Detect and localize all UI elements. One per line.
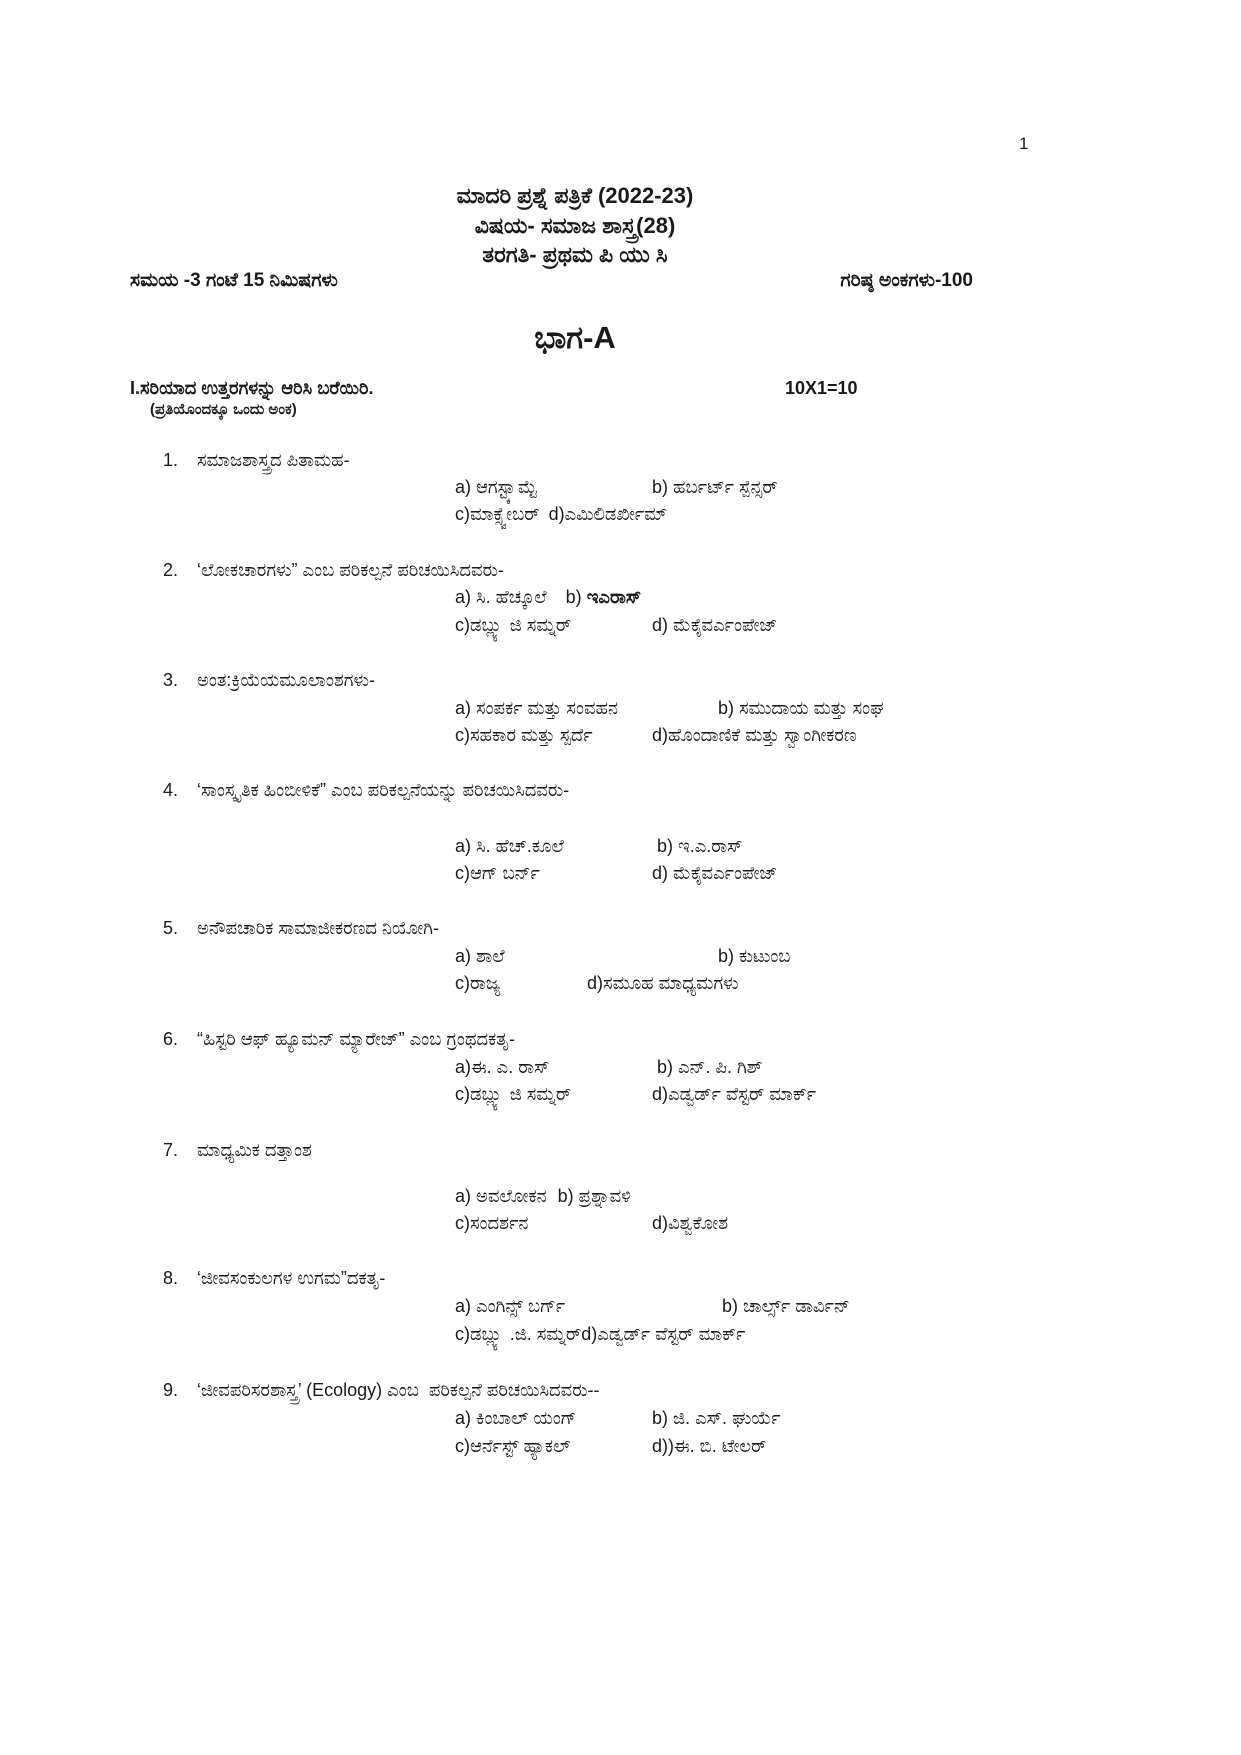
option-a bbox=[455, 946, 505, 966]
options-row bbox=[455, 723, 975, 747]
option-a bbox=[455, 1186, 547, 1206]
question-text: ‘ಜೀವಪರಿಸರಶಾಸ್ತ್ರ’ (Ecology) ಎಂಬ ಪರಿಕಲ್ಪನೆ ಪರಿಚಯಿಸಿದವರು-- bbox=[197, 1380, 600, 1400]
option-label: c) bbox=[455, 504, 470, 524]
option-d bbox=[581, 1324, 745, 1344]
option-label: d) bbox=[581, 1324, 598, 1344]
option-text: ಇಎರಾಸ್ bbox=[586, 587, 642, 607]
option-label: d) bbox=[652, 615, 674, 635]
option-text: ಎಡ್ವರ್ಡ್ ವೆಸ್ಟರ್ ಮಾರ್ಕ್ bbox=[597, 1324, 746, 1344]
section-marks: 10X1=10 bbox=[785, 378, 858, 398]
options-row bbox=[455, 502, 975, 526]
option-text: ಮಾಕ್ಸ್ವೇಬರ್ bbox=[470, 504, 540, 524]
section-note: (ಪ್ರತಿಯೊಂದಕ್ಕೂ ಒಂದು ಅಂಕ) bbox=[150, 401, 297, 418]
question-number: 2. bbox=[163, 560, 179, 580]
question-text: ಅಂತ:ಕ್ರಿಯೆಯಮೂಲಾಂಶಗಳು- bbox=[197, 670, 375, 690]
option-label: c) bbox=[455, 1324, 470, 1344]
options-row bbox=[455, 475, 975, 499]
option-a bbox=[455, 698, 618, 718]
option-text: ಸಮೂಹ ಮಾಧ್ಯಮಗಳು bbox=[603, 973, 739, 993]
question-number: 8. bbox=[163, 1268, 179, 1288]
option-text: ಸಿ. ಹೆಚ್ಕೂಲೆ bbox=[476, 587, 547, 607]
option-d bbox=[652, 1434, 766, 1458]
question-number: 4. bbox=[163, 780, 179, 800]
option-a bbox=[455, 1408, 576, 1428]
options-row bbox=[455, 1211, 975, 1235]
option-a bbox=[455, 587, 547, 607]
option-text: ಎನ್. ಪಿ. ಗಿಶ್ bbox=[678, 1057, 763, 1077]
option-label: b) bbox=[722, 1296, 744, 1316]
option-label: d) bbox=[652, 1084, 669, 1104]
option-b bbox=[652, 475, 778, 499]
option-label: b) bbox=[557, 1186, 579, 1206]
options-row bbox=[455, 1055, 975, 1079]
option-text: ಸಮುದಾಯ ಮತ್ತು ಸಂಘ bbox=[739, 698, 884, 718]
option-text: ಕಿಂಬಾಲ್ ಯಂಗ್ bbox=[476, 1408, 577, 1428]
option-label: a) bbox=[455, 1186, 477, 1206]
option-a bbox=[455, 836, 564, 856]
options-row bbox=[455, 1294, 975, 1318]
option-text: ಶಾಲೆ bbox=[476, 946, 505, 966]
option-label: b) bbox=[657, 1057, 679, 1077]
option-text: ಆರ್ನೆಸ್ಟ್ ಹ್ಯಾಕಲ್ bbox=[470, 1436, 571, 1456]
options-row bbox=[455, 971, 975, 995]
option-b bbox=[657, 1055, 763, 1079]
option-c bbox=[455, 1324, 581, 1344]
option-label: d) bbox=[652, 725, 669, 745]
option-text: ಮೆಕೈವರ್ಎಂಪೇಜ್ bbox=[673, 863, 778, 883]
question-number: 6. bbox=[163, 1029, 179, 1049]
option-text: ಹೊಂದಾಣಿಕೆ ಮತ್ತು ಸ್ವಾಂಗೀಕರಣ bbox=[668, 725, 857, 745]
option-label: b) bbox=[565, 587, 587, 607]
question-text: “ಹಿಸ್ಟರಿ ಆಫ್ ಹ್ಯೂಮನ್ ಮ್ಯಾರೇಜ್” ಎಂಬ ಗ್ರಂಥದಕತೃ- bbox=[197, 1029, 516, 1049]
option-label: a) bbox=[455, 477, 477, 497]
option-label: c) bbox=[455, 725, 470, 745]
options-row bbox=[455, 613, 975, 637]
option-b bbox=[652, 1406, 781, 1430]
option-label: a) bbox=[455, 1296, 477, 1316]
option-text: ಡಬ್ಲ್ಯು ಜಿ ಸಮ್ನರ್ bbox=[470, 615, 572, 635]
option-d bbox=[549, 504, 667, 524]
paper-subject: ವಿಷಯ- ಸಮಾಜ ಶಾಸ್ತ್ರ(28) bbox=[474, 213, 676, 238]
option-text: ವಿಶ್ವಕೋಶ bbox=[668, 1213, 729, 1233]
option-label: a) bbox=[455, 946, 477, 966]
option-text: ಚಾರ್ಲ್ಸ್ ಡಾರ್ವಿನ್ bbox=[743, 1296, 850, 1316]
page-number: 1 bbox=[1019, 134, 1029, 153]
question-number: 7. bbox=[163, 1140, 179, 1160]
options-row bbox=[455, 944, 975, 968]
option-label: a) bbox=[455, 587, 477, 607]
option-label: c) bbox=[455, 973, 470, 993]
option-text: ಆಗ್ ಬರ್ನ್ bbox=[470, 863, 540, 883]
question-text: ಸಮಾಜಶಾಸ್ತ್ರದ ಪಿತಾಮಹ- bbox=[197, 450, 350, 470]
option-a bbox=[455, 477, 537, 497]
time-duration: ಸಮಯ -3 ಗಂಟೆ 15 ನಿಮಿಷಗಳು bbox=[130, 270, 338, 291]
question-number: 9. bbox=[163, 1380, 179, 1400]
option-text: ಜಿ. ಎಸ್. ಘುರ್ಯೆ bbox=[673, 1408, 781, 1428]
option-c bbox=[455, 615, 571, 635]
option-label: b) bbox=[652, 477, 674, 497]
option-label: c) bbox=[455, 863, 470, 883]
option-label: b) bbox=[657, 836, 679, 856]
option-text: ಕುಟುಂಬ bbox=[739, 946, 791, 966]
option-label: b) bbox=[718, 946, 740, 966]
option-b bbox=[558, 1186, 631, 1206]
option-b bbox=[722, 1294, 850, 1318]
option-text: ಸಿ. ಹೆಚ್.ಕೂಲೆ bbox=[476, 836, 564, 856]
option-b bbox=[657, 834, 743, 858]
option-b bbox=[718, 944, 790, 968]
option-label: c) bbox=[455, 1213, 470, 1233]
option-text: ಹರ್ಬರ್ಟ್ ಸ್ಪೆನ್ಸರ್ bbox=[673, 477, 778, 497]
question-text: ‘ಜೀವಸಂಕುಲಗಳ ಉಗಮ”ದಕತೃ- bbox=[197, 1268, 386, 1288]
option-d bbox=[652, 613, 777, 637]
option-c bbox=[455, 863, 540, 883]
option-label: d) bbox=[652, 863, 674, 883]
option-c bbox=[455, 725, 593, 745]
option-label: a) bbox=[455, 1408, 477, 1428]
option-text: ಎಮಿಲಿಡರ್ಖೀಮ್ bbox=[564, 504, 668, 524]
option-d bbox=[587, 971, 739, 995]
option-label: b) bbox=[652, 1408, 674, 1428]
options-row bbox=[455, 696, 975, 720]
option-a bbox=[455, 1057, 549, 1077]
option-text: ಎಡ್ವರ್ಡ್ ವೆಸ್ಟರ್ ಮಾರ್ಕ್ bbox=[668, 1084, 817, 1104]
option-label: a) bbox=[455, 836, 477, 856]
question-text: ‘ಲೋಕಚಾರಗಳು” ಎಂಬ ಪರಿಕಲ್ಪನೆ ಪರಿಚಯಿಸಿದವರು- bbox=[197, 560, 504, 580]
option-label: c) bbox=[455, 1436, 470, 1456]
question-text: ‘ಸಾಂಸ್ಕೃತಿಕ ಹಿಂಬೀಳಿಕೆ” ಎಂಬ ಪರಿಕಲ್ಪನೆಯನ್ನು ಪರಿಚಯಿಸಿದವರು- bbox=[197, 780, 570, 800]
question-number: 5. bbox=[163, 918, 179, 938]
option-label: a) bbox=[455, 1057, 472, 1077]
option-label: d) bbox=[587, 973, 604, 993]
option-d bbox=[652, 861, 777, 885]
options-row bbox=[455, 1184, 975, 1208]
option-c bbox=[455, 1213, 528, 1233]
question-number: 1. bbox=[163, 450, 179, 470]
option-text: ಪ್ರಶ್ನಾವಳಿ bbox=[578, 1186, 631, 1206]
option-label: b) bbox=[718, 698, 740, 718]
paper-class: ತರಗತಿ- ಪ್ರಥಮ ಪಿ ಯು ಸಿ bbox=[482, 242, 668, 267]
options-row bbox=[455, 1322, 975, 1346]
option-d bbox=[652, 1082, 816, 1106]
option-label: a) bbox=[455, 698, 477, 718]
options-row bbox=[455, 834, 975, 858]
options-row bbox=[455, 1406, 975, 1430]
option-label: d)) bbox=[652, 1436, 674, 1456]
option-text: ಆಗಸ್ಟ್ಕಾಮ್ಟೆ bbox=[476, 477, 537, 497]
option-text: ಈ. ಎ. ರಾಸ್ bbox=[471, 1057, 550, 1077]
options-row bbox=[455, 585, 975, 609]
option-c bbox=[455, 1084, 571, 1104]
option-c bbox=[455, 1436, 571, 1456]
option-d bbox=[652, 1211, 728, 1235]
option-c bbox=[455, 973, 500, 993]
question-text: ಮಾಧ್ಯಮಿಕ ದತ್ತಾಂಶ bbox=[197, 1140, 312, 1160]
option-text: ಡಬ್ಲ್ಯು .ಜಿ. ಸಮ್ನರ್ bbox=[470, 1324, 582, 1344]
question-number: 3. bbox=[163, 670, 179, 690]
option-b bbox=[566, 587, 642, 607]
option-text: ಸಹಕಾರ ಮತ್ತು ಸ್ಪರ್ದೆ bbox=[470, 725, 593, 745]
options-row bbox=[455, 1434, 975, 1458]
option-text: ಅವಲೋಕನ bbox=[476, 1186, 547, 1206]
section-title: ಭಾಗ-A bbox=[534, 320, 616, 355]
section-instruction: I.ಸರಿಯಾದ ಉತ್ತರಗಳನ್ನು ಆರಿಸಿ ಬರೆಯಿರಿ. bbox=[130, 378, 374, 398]
option-text: ಇ.ಎ.ರಾಸ್ bbox=[678, 836, 743, 856]
paper-title: ಮಾದರಿ ಪ್ರಶ್ನೆ ಪತ್ರಿಕೆ (2022-23) bbox=[456, 183, 694, 208]
option-d bbox=[652, 723, 857, 747]
option-label: d) bbox=[652, 1213, 669, 1233]
option-text: ಸಂಪರ್ಕ ಮತ್ತು ಸಂವಹನ bbox=[476, 698, 618, 718]
option-c bbox=[455, 504, 540, 524]
option-b bbox=[718, 696, 884, 720]
options-row bbox=[455, 861, 975, 885]
question-text: ಅನೌಪಚಾರಿಕ ಸಾಮಾಜೀಕರಣದ ನಿಯೋಗಿ- bbox=[197, 918, 440, 938]
option-a bbox=[455, 1296, 565, 1316]
option-text: ಸಂದರ್ಶನ bbox=[470, 1213, 529, 1233]
option-label: d) bbox=[548, 504, 565, 524]
option-label: c) bbox=[455, 1084, 470, 1104]
option-text: ರಾಜ್ಯ bbox=[470, 973, 501, 993]
option-text: ಮೆಕೈವರ್ಎಂಪೇಜ್ bbox=[673, 615, 778, 635]
max-marks: ಗರಿಷ್ಠ ಅಂಕಗಳು-100 bbox=[840, 270, 973, 291]
option-text: ಈ. ಬಿ. ಟೇಲರ್ bbox=[674, 1436, 767, 1456]
options-row bbox=[455, 1082, 975, 1106]
option-text: ಡಬ್ಲ್ಯು ಜಿ ಸಮ್ನರ್ bbox=[470, 1084, 572, 1104]
option-text: ಎಂಗಿನ್ಸ್ ಬರ್ಗ್ bbox=[476, 1296, 566, 1316]
option-label: c) bbox=[455, 615, 470, 635]
